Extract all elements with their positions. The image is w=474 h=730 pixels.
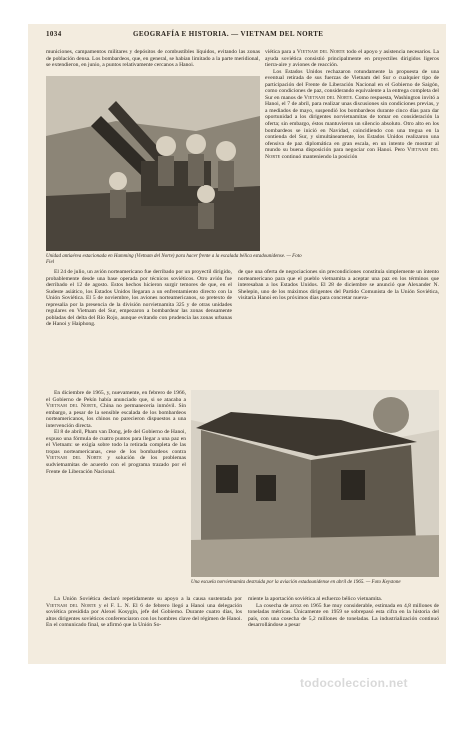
text-run: La Unión Soviética declaró repetidamente su apoyo a la causa sustentada por — [54, 596, 242, 602]
paragraph — [265, 69, 439, 161]
right-band-text — [238, 269, 439, 302]
paragraph — [46, 390, 186, 429]
text-run: todo el apoyo y asistencia necesarios. La ayuda soviética consistió principalmente en proyectiles dirigidos ligeros tierra-aire y aviones de reacción. — [265, 49, 440, 69]
left-top-text — [46, 49, 260, 69]
page-number: 1034 — [46, 30, 62, 38]
photo-caption-bottom: Una escuela norvietnamita destruida por la aviación estadounidense en abril de 1965. — Foto Keystone — [191, 580, 401, 585]
text-run: y solución de los problemas sudvietnamitas de acuerdo con el programa trazado por el Frente de Liberación Nacional. — [46, 455, 186, 475]
country-name: Vietnam del Norte — [304, 94, 353, 101]
country-name: Vietnam del Norte — [46, 403, 97, 410]
left-mid-text — [46, 390, 186, 475]
text-run: . Como respuesta, Washington invitó a Hanoi, el 7 de abril, para realizar unas discusiones sin condiciones previas, y a mediados de mayo, suspendió los bombardeos durante cinco días para dar oportunidad a los dirigentes norvietnamitas de tomar en consideración la oferta; sin embargo, éstos mantuvieron un silencio absoluto. Otro alto en los bombardeos se inició en Navidad, coincidiendo con una tregua en la contienda del Sur, y simultáneamente, los Estados Unidos realizaron una ofensiva de paz diplomática en gran escala, en un intento de mostrar al mundo su buena disposición para negociar con Hanoi. Pero — [265, 94, 440, 154]
photo-credit: Foto Fiel — [46, 254, 302, 265]
bottom-left-text — [46, 596, 242, 629]
paragraph: La cosecha de arroz en 1965 fue muy considerable, estimada en 4,8 millones de toneladas métricas. Únicamente en 1959 se sobrepasó esta cifra en la historia del país, con una cosecha de 5,2 millones de toneladas. La industrialización continuó desarrollándose a pesar — [248, 602, 439, 629]
paragraph: miente la aportación soviética al esfuerzo bélico vietnamita. — [248, 596, 383, 602]
text-run: y el F. L. N. El 6 de febrero llegó a Hanoi una delegación soviética presidida por Alexei Kosygin, jefe del Gobierno. Durante cuatro días, los altos dirigentes soviéticos conferenciaron con los hombres clave del régimen de Hanoi. En el comunicado final, se afirmó que la Unión So- — [46, 602, 242, 629]
book-page — [28, 24, 446, 664]
bottom-right-text — [248, 596, 439, 629]
paragraph: municiones, campamentos militares y depósitos de combustibles líquidos, evitando las zonas de población densa. Los bombardeos, que, en general, se habían limitado a la parte meridional, se extendieron, en junio, a puntos relativamente cercanos a Hanoi. — [46, 49, 260, 69]
photo-antiaircraft-unit — [46, 76, 260, 251]
watermark-text: todocoleccion.net — [300, 676, 408, 690]
text-run: Los Estados Unidos rechazaron rotundamente la propuesta de una eventual retirada de sus fuerzas de Vietnam del Sur o cualquier tipo de participación del Frente de Liberación Nacional en el Gobierno de Saigón, como condiciones de paz, considerando equivalente a la entrega completa del Sur en manos de — [265, 68, 439, 101]
text-run: En diciembre de 1965, y, nuevamente, en febrero de 1966, el Gobierno de Pekín había anunciado que, si se atacaba a — [46, 390, 186, 403]
paragraph — [46, 429, 186, 475]
caption-text: Unidad antiaérea estacionada en Hamming (Vietnam del Norte) para hacer frente a la escalada bélica estadounidense. — [46, 254, 286, 259]
photo-credit: Foto Keystone — [371, 580, 401, 585]
right-column-text — [265, 49, 439, 160]
caption-text: Una escuela norvietnamita destruida por la aviación estadounidense en abril de 1965. — [191, 580, 365, 585]
destroyed-school-photo-illustration — [191, 390, 439, 577]
left-band-text — [46, 269, 232, 328]
page-header — [28, 30, 446, 42]
country-name: Vietnam del Norte — [46, 455, 102, 462]
photo-destroyed-school — [191, 390, 439, 577]
text-run: El 8 de abril, Pham van Dong, jefe del Gobierno de Hanoi, expuso una fórmula de cuatro puntos para llegar a una paz en el Vietnam: se exigía sobre todo la retirada completa de las tropas norteamericanas, cese de los bombardeos contra — [46, 429, 186, 455]
paragraph — [46, 596, 242, 629]
photo-caption-top: Unidad antiaérea estacionada en Hamming (Vietnam del Norte) para hacer frente a la escalada bélica estadounidense. — Foto Fiel — [46, 254, 302, 265]
paragraph — [265, 49, 439, 69]
text-run: , China no permanecería inmóvil. Sin embargo, a pesar de la sensible escalada de los bombardeos norteamericanos, los chinos no parecieron dispuestos a una intervención directa. — [46, 403, 187, 429]
text-run: continuó manteniendo la posición — [281, 153, 358, 160]
paragraph: de que una oferta de negociaciones sin precondiciones constituía simplemente un intento norteamericano para que el pueblo vietnamita a aceptar una paz en los términos que interesaban a los Estados Unidos. El 28 de diciembre se anunció que Alexander N. Shelepin, uno de los máximos dirigentes del Partido Comunista de la Unión Soviética, visitaría Hanoi en los próximos días para concretar nueva- — [238, 269, 439, 302]
country-name: Vietnam del Norte — [265, 147, 439, 160]
paragraph: El 24 de julio, un avión norteamericano fue derribado por un proyectil dirigido, probablemente desde una base operada por técnicos soviéticos. Otro avión fue derribado el 12 de agosto. Estos hechos hicieron surgir temores de que, en el Sudeste asiático, los Estados Unidos llegaran a un enfrentamiento directo con la Unión Soviética. El 5 de noviembre, los aviones norteamericanos, so pretexto de represalia por la presencia de la división norvietnamita 325 y de otras unidades regulares en Vietnam del Sur, empezaron a bombardear las zonas densamente pobladas del delta del Río Rojo, aunque evitando con prudencia las zonas urbanas de Hanoi y Haiphong. — [46, 269, 232, 328]
running-title: GEOGRAFÍA E HISTORIA. — VIETNAM DEL NORTE — [133, 30, 324, 38]
text-run: viética para a — [265, 49, 296, 55]
country-name: Vietnam del Norte — [296, 49, 346, 55]
country-name: Vietnam del Norte — [46, 602, 97, 609]
antiaircraft-photo-illustration — [46, 76, 260, 251]
